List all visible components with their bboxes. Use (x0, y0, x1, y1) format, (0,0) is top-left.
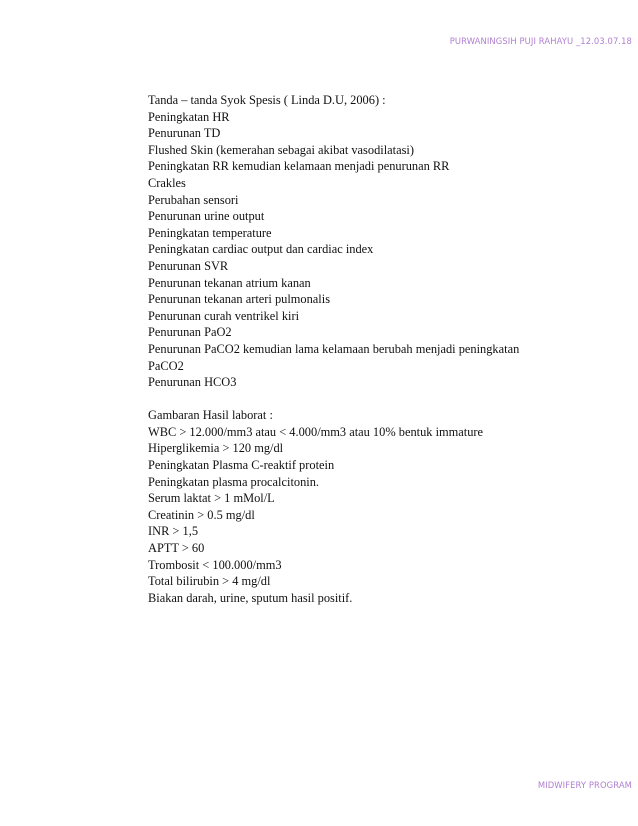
lab-item: Peningkatan Plasma C-reaktif protein (148, 458, 335, 473)
document-body (148, 92, 519, 606)
signs-item: Peningkatan HR (148, 109, 230, 124)
signs-item: Penurunan tekanan arteri pulmonalis (148, 292, 331, 307)
signs-item: PaCO2 (148, 358, 184, 373)
signs-item: Penurunan SVR (148, 258, 229, 273)
signs-item: Penurunan curah ventrikel kiri (148, 308, 300, 323)
lab-item: Creatinin > 0.5 mg/dl (148, 507, 255, 522)
lab-item: Hiperglikemia > 120 mg/dl (148, 441, 284, 456)
signs-item: Penurunan tekanan atrium kanan (148, 275, 311, 290)
lab-item: Trombosit < 100.000/mm3 (148, 557, 282, 572)
lab-item: Serum laktat > 1 mMol/L (148, 491, 275, 506)
signs-item: Perubahan sensori (148, 192, 239, 207)
header-note: PURWANINGSIH PUJI RAHAYU _12.03.07.18 (449, 36, 632, 46)
signs-item: Crakles (148, 175, 186, 190)
signs-item: Peningkatan temperature (148, 225, 272, 240)
footer-note: MIDWIFERY PROGRAM (537, 780, 632, 790)
lab-item: Biakan darah, urine, sputum hasil positif. (148, 590, 353, 605)
signs-list (148, 109, 519, 391)
lab-title: Gambaran Hasil laborat : (148, 408, 273, 423)
signs-item: Penurunan PaCO2 kemudian lama kelamaan berubah menjadi peningkatan (148, 341, 520, 356)
lab-item: Peningkatan plasma procalcitonin. (148, 474, 320, 489)
signs-item: Penurunan urine output (148, 209, 265, 224)
lab-item: Total bilirubin > 4 mg/dl (148, 574, 271, 589)
signs-item: Peningkatan RR kemudian kelamaan menjadi penurunan RR (148, 159, 450, 174)
lab-item: INR > 1,5 (148, 524, 199, 539)
lab-item: WBC > 12.000/mm3 atau < 4.000/mm3 atau 10% bentuk immature (148, 424, 484, 439)
signs-item: Peningkatan cardiac output dan cardiac index (148, 242, 374, 257)
lab-item: APTT > 60 (148, 541, 205, 556)
signs-item: Penurunan TD (148, 126, 221, 141)
signs-item: Penurunan PaO2 (148, 325, 232, 340)
lab-list (148, 424, 519, 607)
section-spacer (148, 391, 519, 408)
signs-item: Penurunan HCO3 (148, 375, 237, 390)
signs-item: Flushed Skin (kemerahan sebagai akibat vasodilatasi) (148, 142, 414, 157)
signs-title: Tanda – tanda Syok Spesis ( Linda D.U, 2006) : (148, 93, 386, 107)
